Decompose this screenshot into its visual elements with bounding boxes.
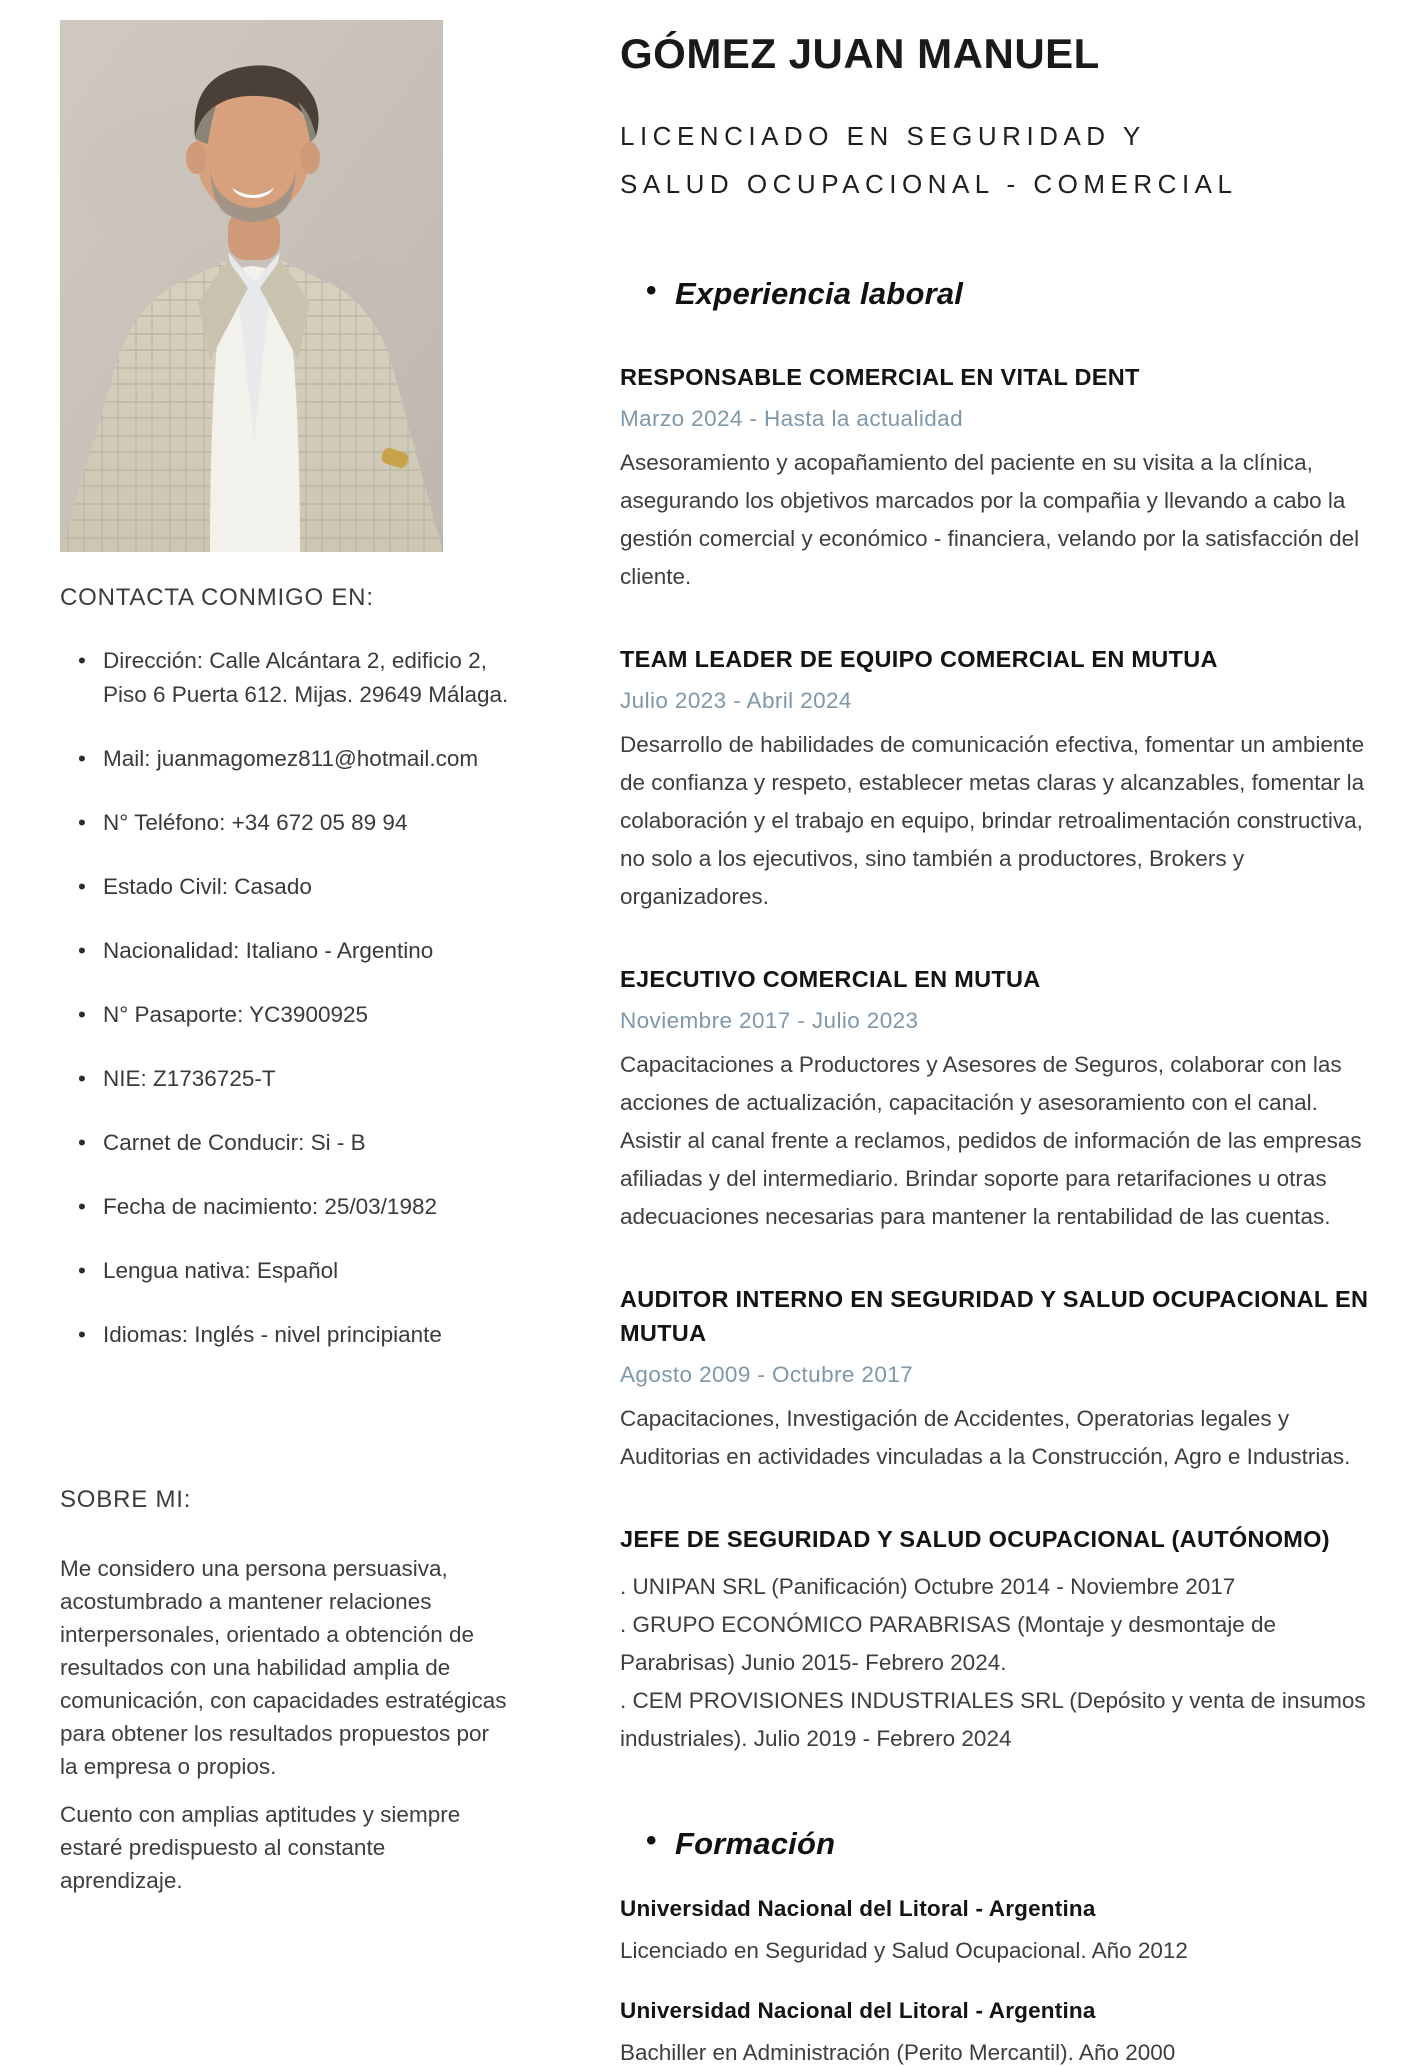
job-description: Desarrollo de habilidades de comunicación efectiva, fomentar un ambiente de confianza y respeto, establecer metas claras y alcanzables, fomentar la colaboración y el trabajo en equipo, brindar retroalimentación constructiva, no solo a los ejecutivos, sino también a productores, Brokers y organizadores. xyxy=(620,732,1365,909)
job-entry-jefe-autonomo xyxy=(620,1522,1374,1758)
education-section-heading: • Formación xyxy=(620,1826,1374,1862)
job-description-line: . CEM PROVISIONES INDUSTRIALES SRL (Depósito y venta de insumos industriales). Julio 2019 - Febrero 2024 xyxy=(620,1688,1366,1751)
professional-title xyxy=(620,112,1374,208)
job-entry-auditor-interno-mutua xyxy=(620,1282,1374,1476)
professional-title-line2: SALUD OCUPACIONAL - COMERCIAL xyxy=(620,169,1238,199)
contact-item-nacionalidad: • Nacionalidad: Italiano - Argentino xyxy=(60,934,532,968)
about-paragraph: Cuento con amplias aptitudes y siempre estaré predispuesto al constante aprendizaje. xyxy=(60,1802,461,1893)
about-paragraph: Me considero una persona persuasiva, acostumbrado a mantener relaciones interpersonales, orientado a obtención de resultados con una habilidad amplia de comunicación, con capacidades estratégicas para obtener los resultados propuestos por la empresa o propios. xyxy=(60,1556,507,1779)
contact-item-nie: • NIE: Z1736725-T xyxy=(60,1062,532,1096)
education-entry xyxy=(620,1998,1374,2066)
job-date: Agosto 2009 - Octubre 2017 xyxy=(620,1362,914,1387)
contact-item-pasaporte: • N° Pasaporte: YC3900925 xyxy=(60,998,532,1032)
right-column xyxy=(620,0,1374,2066)
job-title: RESPONSABLE COMERCIAL EN VITAL DENT xyxy=(620,364,1140,390)
contact-list xyxy=(60,644,532,1352)
job-description-line: . GRUPO ECONÓMICO PARABRISAS (Montaje y desmontaje de Parabrisas) Junio 2015- Febrero 2024. xyxy=(620,1612,1277,1675)
job-title: JEFE DE SEGURIDAD Y SALUD OCUPACIONAL (AUTÓNOMO) xyxy=(620,1526,1330,1552)
about-heading: SOBRE MI: xyxy=(60,1486,192,1513)
contact-item-lengua: • Lengua nativa: Español xyxy=(60,1254,532,1288)
job-description: Capacitaciones a Productores y Asesores de Seguros, colaborar con las acciones de actualización, capacitación y asesoramiento con el canal. Asistir al canal frente a reclamos, pedidos de información de las empresas afiliadas y del intermediario. Brindar soporte para retarifaciones u otras adecuaciones necesarias para mantener la rentabilidad de las cuentas. xyxy=(620,1052,1362,1229)
page-title: GÓMEZ JUAN MANUEL xyxy=(620,30,1100,77)
contact-item-telefono: • N° Teléfono: +34 672 05 89 94 xyxy=(60,806,532,840)
contact-item-carnet: • Carnet de Conducir: Si - B xyxy=(60,1126,532,1160)
contact-item-mail: • Mail: juanmagomez811@hotmail.com xyxy=(60,742,532,776)
contact-item-nacimiento: • Fecha de nacimiento: 25/03/1982 xyxy=(60,1190,532,1224)
job-title: EJECUTIVO COMERCIAL EN MUTUA xyxy=(620,966,1041,992)
job-entry-ejecutivo-mutua xyxy=(620,962,1374,1236)
profile-photo xyxy=(60,20,443,552)
job-description-list xyxy=(620,1568,1374,1758)
education-entry xyxy=(620,1896,1374,1964)
job-description-line: . UNIPAN SRL (Panificación) Octubre 2014 - Noviembre 2017 xyxy=(620,1574,1236,1599)
experience-section-heading: • Experiencia laboral xyxy=(620,276,1374,312)
job-description: Capacitaciones, Investigación de Accidentes, Operatorias legales y Auditorias en actividades vinculadas a la Construcción, Agro e Industrias. xyxy=(620,1406,1351,1469)
job-entry-team-leader-mutua xyxy=(620,642,1374,916)
contact-heading: CONTACTA CONMIGO EN: xyxy=(60,584,374,611)
job-title: AUDITOR INTERNO EN SEGURIDAD Y SALUD OCUPACIONAL EN MUTUA xyxy=(620,1286,1369,1346)
job-date: Noviembre 2017 - Julio 2023 xyxy=(620,1008,919,1033)
profile-photo-illustration xyxy=(60,20,443,552)
contact-item-idiomas: • Idiomas: Inglés - nivel principiante xyxy=(60,1318,532,1352)
professional-title-line1: LICENCIADO EN SEGURIDAD Y xyxy=(620,121,1146,151)
job-description: Asesoramiento y acopañamiento del paciente en su visita a la clínica, asegurando los objetivos marcados por la compañia y llevando a cabo la gestión comercial y económico - financiera, velando por la satisfacción del cliente. xyxy=(620,450,1360,589)
left-column xyxy=(60,0,545,2066)
contact-item-direccion: • Dirección: Calle Alcántara 2, edificio 2, Piso 6 Puerta 612. Mijas. 29649 Málaga. xyxy=(60,644,532,712)
job-entry-vital-dent xyxy=(620,360,1374,596)
job-date: Marzo 2024 - Hasta la actualidad xyxy=(620,406,963,431)
job-date: Julio 2023 - Abril 2024 xyxy=(620,688,852,713)
job-title: TEAM LEADER DE EQUIPO COMERCIAL EN MUTUA xyxy=(620,646,1218,672)
education-school: Universidad Nacional del Litoral - Argentina xyxy=(620,1998,1096,2023)
contact-item-estado-civil: • Estado Civil: Casado xyxy=(60,870,532,904)
education-degree: Licenciado en Seguridad y Salud Ocupacional. Año 2012 xyxy=(620,1938,1188,1963)
education-school: Universidad Nacional del Litoral - Argentina xyxy=(620,1896,1096,1921)
education-degree: Bachiller en Administración (Perito Mercantil). Año 2000 xyxy=(620,2040,1176,2065)
